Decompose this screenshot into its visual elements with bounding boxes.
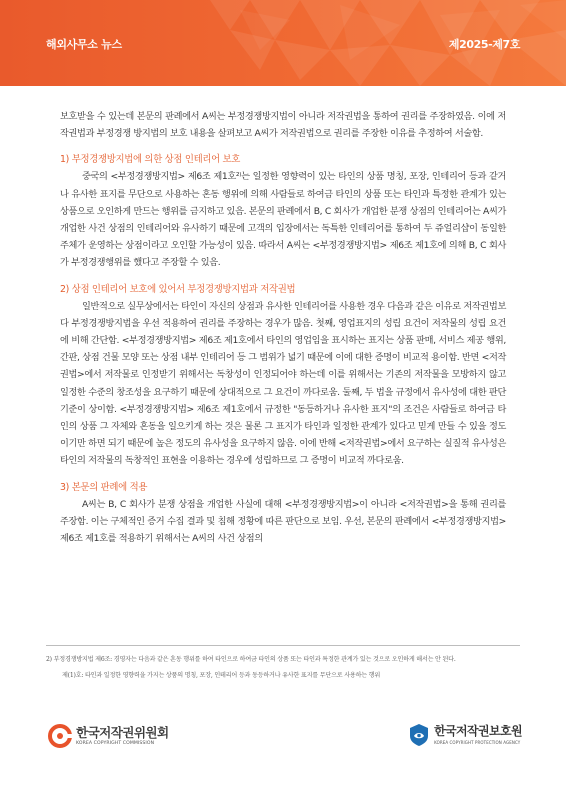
section-1-heading: 1) 부정경쟁방지법에 의한 상점 인테리어 보호 <box>60 154 241 166</box>
copyright-commission-logo <box>48 724 169 748</box>
agency-emblem-icon <box>408 723 430 747</box>
section-1-paragraph: 중국의 <부정경쟁방지법> 제6조 제1호²⁾는 일정한 영향력이 있는 타인의 상품 명칭, 포장, 인테리어 등과 같거나 유사한 표지를 무단으로 사용하는 혼동 행위에 의해 사람들로 하여금 타인의 상품 또는 타인과 특정한 관계가 있는 상품으로 오인하게 만드는 행위를 금지하고 있음. 본문의 판례에서 B, C 회사가 개업한 분쟁 상점의 인테리어는 A씨가 개업한 사건 상점의 인테리어와 유사하기 때문에 고객의 입장에서는 독특한 인테리어를 통하여 두 쥬얼리샵이 동일한 주체가 운영하는 상점이라고 오인할 가능성이 있음. 따라서 A씨는 <부정경쟁방지법> 제6조 제1호에 의해 B, C 회사가 부정경쟁행위를 했다고 주장할 수 있음. <box>60 171 506 269</box>
agency-name-english: KOREA COPYRIGHT PROTECTION AGENCY <box>434 739 521 745</box>
intro-paragraph: 보호받을 수 있는데 본문의 판례에서 A씨는 부정경쟁방지법이 아니라 저작권법을 통하여 권리를 주장하였음. 이에 저작권법과 부정경쟁 방지법의 보호 내용을 살펴보고 A씨가 저작권법으로 권리를 주장한 이유를 추정하여 서술함. <box>60 111 506 140</box>
footnote-2-item-1: 제(1)호: 타인과 일정한 영향력을 가지는 상품의 명칭, 포장, 인테리어 등과 동등하거나 유사한 표지를 무단으로 사용하는 행위 <box>62 672 381 679</box>
issue-number: 제2025-제7호 <box>448 38 520 51</box>
newsletter-title: 해외사무소 뉴스 <box>46 38 122 51</box>
commission-emblem-icon <box>48 724 72 748</box>
commission-name-korean: 한국저작권위원회 <box>76 724 169 740</box>
section-3-paragraph: A씨는 B, C 회사가 분쟁 상점을 개업한 사실에 대해 <부정경쟁방지법>이 아니라 <저작권법>을 통해 권리를 주장함. 이는 구체적인 증거 수집 결과 및 침해 정황에 따른 판단으로 보임. 우선, 본문의 판례에서 <부정경쟁방지법> 제6조 제1호를 적용하기 위해서는 A씨의 사건 상점의 <box>60 498 506 545</box>
section-3-heading: 3) 본문의 판례에 적용 <box>60 481 148 493</box>
copyright-protection-agency-logo <box>408 723 522 747</box>
page-header <box>0 0 566 86</box>
section-2-paragraph: 일반적으로 실무상에서는 타인이 자신의 상점과 유사한 인테리어를 사용한 경우 다음과 같은 이유로 저작권법보다 부정경쟁방지법을 우선 적용하여 권리를 주장하는 경우가 많음. 첫째, 영업표지의 성립 요건이 저작물의 성립 요건에 비해 간단함. <부정경쟁방지법> 제6조 제1호에서 타인의 영업임을 표시하는 표지는 상품 판매, 서비스 제공 행위, 간판, 상점 건물 모양 또는 상점 내부 인테리어 등 그 범위가 넓기 때문에 이에 대한 증명이 비교적 용이함. 반면 <저작권법>에서 저작물로 인정받기 위해서는 독창성이 인정되어야 하는데 이를 위해서는 기존의 저작물을 모방하지 않고 일정한 수준의 창조성을 요구하기 때문에 상대적으로 그 요건이 까다로움. 둘째, 두 법을 규정에서 유사성에 대한 판단 기준이 상이함. <부정경쟁방지법> 제6조 제1호에서 규정한 "동등하거나 유사한 표지"의 조건은 사람들로 하여금 타인의 상품 그 자체와 혼동을 일으키게 하는 것은 물론 그 표지가 타인과 일정한 관계가 있다고 믿게 만들 수 있을 정도이기만 하면 되기 때문에 높은 정도의 유사성을 요구하지 않음. 이에 반해 <저작권법>에서 요구하는 실질적 유사성은 타인의 저작물의 독창적인 표현을 이용하는 경우에 성립하므로 그 증명이 비교적 까다로움. <box>60 300 506 467</box>
agency-name-korean: 한국저작권보호원 <box>434 723 522 738</box>
footnotes <box>46 645 520 686</box>
footnote-2: 2) 부정경쟁방지법 제6조: 경영자는 다음과 같은 혼동 행위를 하여 타인으로 하여금 타인의 상품 또는 타인과 특정한 관계가 있는 것으로 오인하게 해서는 안 된다. <box>46 656 456 663</box>
commission-name-english: KOREA COPYRIGHT COMMISSION <box>76 740 155 746</box>
section-2-heading: 2) 상점 인테리어 보호에 있어서 부정경쟁방지법과 저작권법 <box>60 283 296 295</box>
article-body <box>60 108 506 547</box>
